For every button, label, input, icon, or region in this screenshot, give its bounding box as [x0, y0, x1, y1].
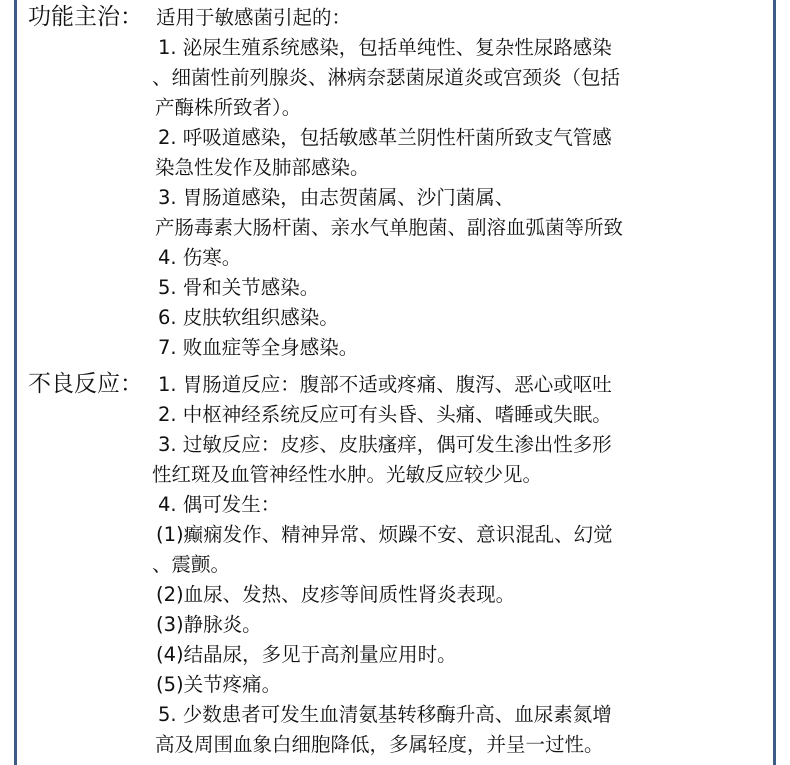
adverse-line: 4. 偶可发生： [158, 493, 281, 516]
adverse-line: (2)血尿、发热、皮疹等间质性肾炎表现。 [156, 583, 516, 606]
adverse-line: (3)静脉炎。 [156, 613, 262, 636]
adverse-line: 性红斑及血管神经性水肿。光敏反应较少见。 [152, 463, 543, 486]
indications-line: 产酶株所致者）。 [155, 96, 302, 119]
adverse-line: (4)结晶尿，多见于高剂量应用时。 [156, 643, 457, 666]
indications-line: 、细菌性前列腺炎、淋病奈瑟菌尿道炎或宫颈炎（包括 [152, 66, 621, 89]
adverse-line: 1. 胃肠道反应：腹部不适或疼痛、腹泻、恶心或呕吐 [158, 373, 612, 396]
indications-line: 7. 败血症等全身感染。 [158, 336, 359, 359]
indications-line: 2. 呼吸道感染，包括敏感革兰阴性杆菌所致支气管感 [158, 126, 612, 149]
adverse-line: 5. 少数患者可发生血清氨基转移酶升高、血尿素氮增 [158, 703, 612, 726]
adverse-line: 2. 中枢神经系统反应可有头昏、头痛、嗜睡或失眠。 [158, 403, 612, 426]
indications-line: 1. 泌尿生殖系统感染，包括单纯性、复杂性尿路感染 [158, 36, 612, 59]
indications-line: 染急性发作及肺部感染。 [155, 156, 370, 179]
indications-line: 4. 伤寒。 [158, 246, 242, 269]
indications-heading: 功能主治： [28, 4, 143, 30]
indications-line: 5. 骨和关节感染。 [158, 276, 320, 299]
adverse-line: 3. 过敏反应：皮疹、皮肤瘙痒，偶可发生渗出性多形 [158, 433, 612, 456]
indications-line: 产肠毒素大肠杆菌、亲水气单胞菌、副溶血弧菌等所致 [155, 216, 624, 239]
adverse-line: (5)关节疼痛。 [156, 673, 282, 696]
adverse-line: 、震颤。 [152, 553, 231, 576]
right-border [773, 0, 776, 765]
indications-line: 6. 皮肤软组织感染。 [158, 306, 339, 329]
adverse-reactions-heading: 不良反应： [28, 371, 143, 397]
indications-line: 3. 胃肠道感染，由志贺菌属、沙门菌属、 [158, 186, 515, 209]
left-border [14, 0, 17, 765]
adverse-line: (1)癫痫发作、精神异常、烦躁不安、意识混乱、幻觉 [156, 523, 613, 546]
adverse-line: 高及周围血象白细胞降低，多属轻度，并呈一过性。 [155, 733, 604, 756]
indications-line: 适用于敏感菌引起的： [156, 6, 352, 29]
